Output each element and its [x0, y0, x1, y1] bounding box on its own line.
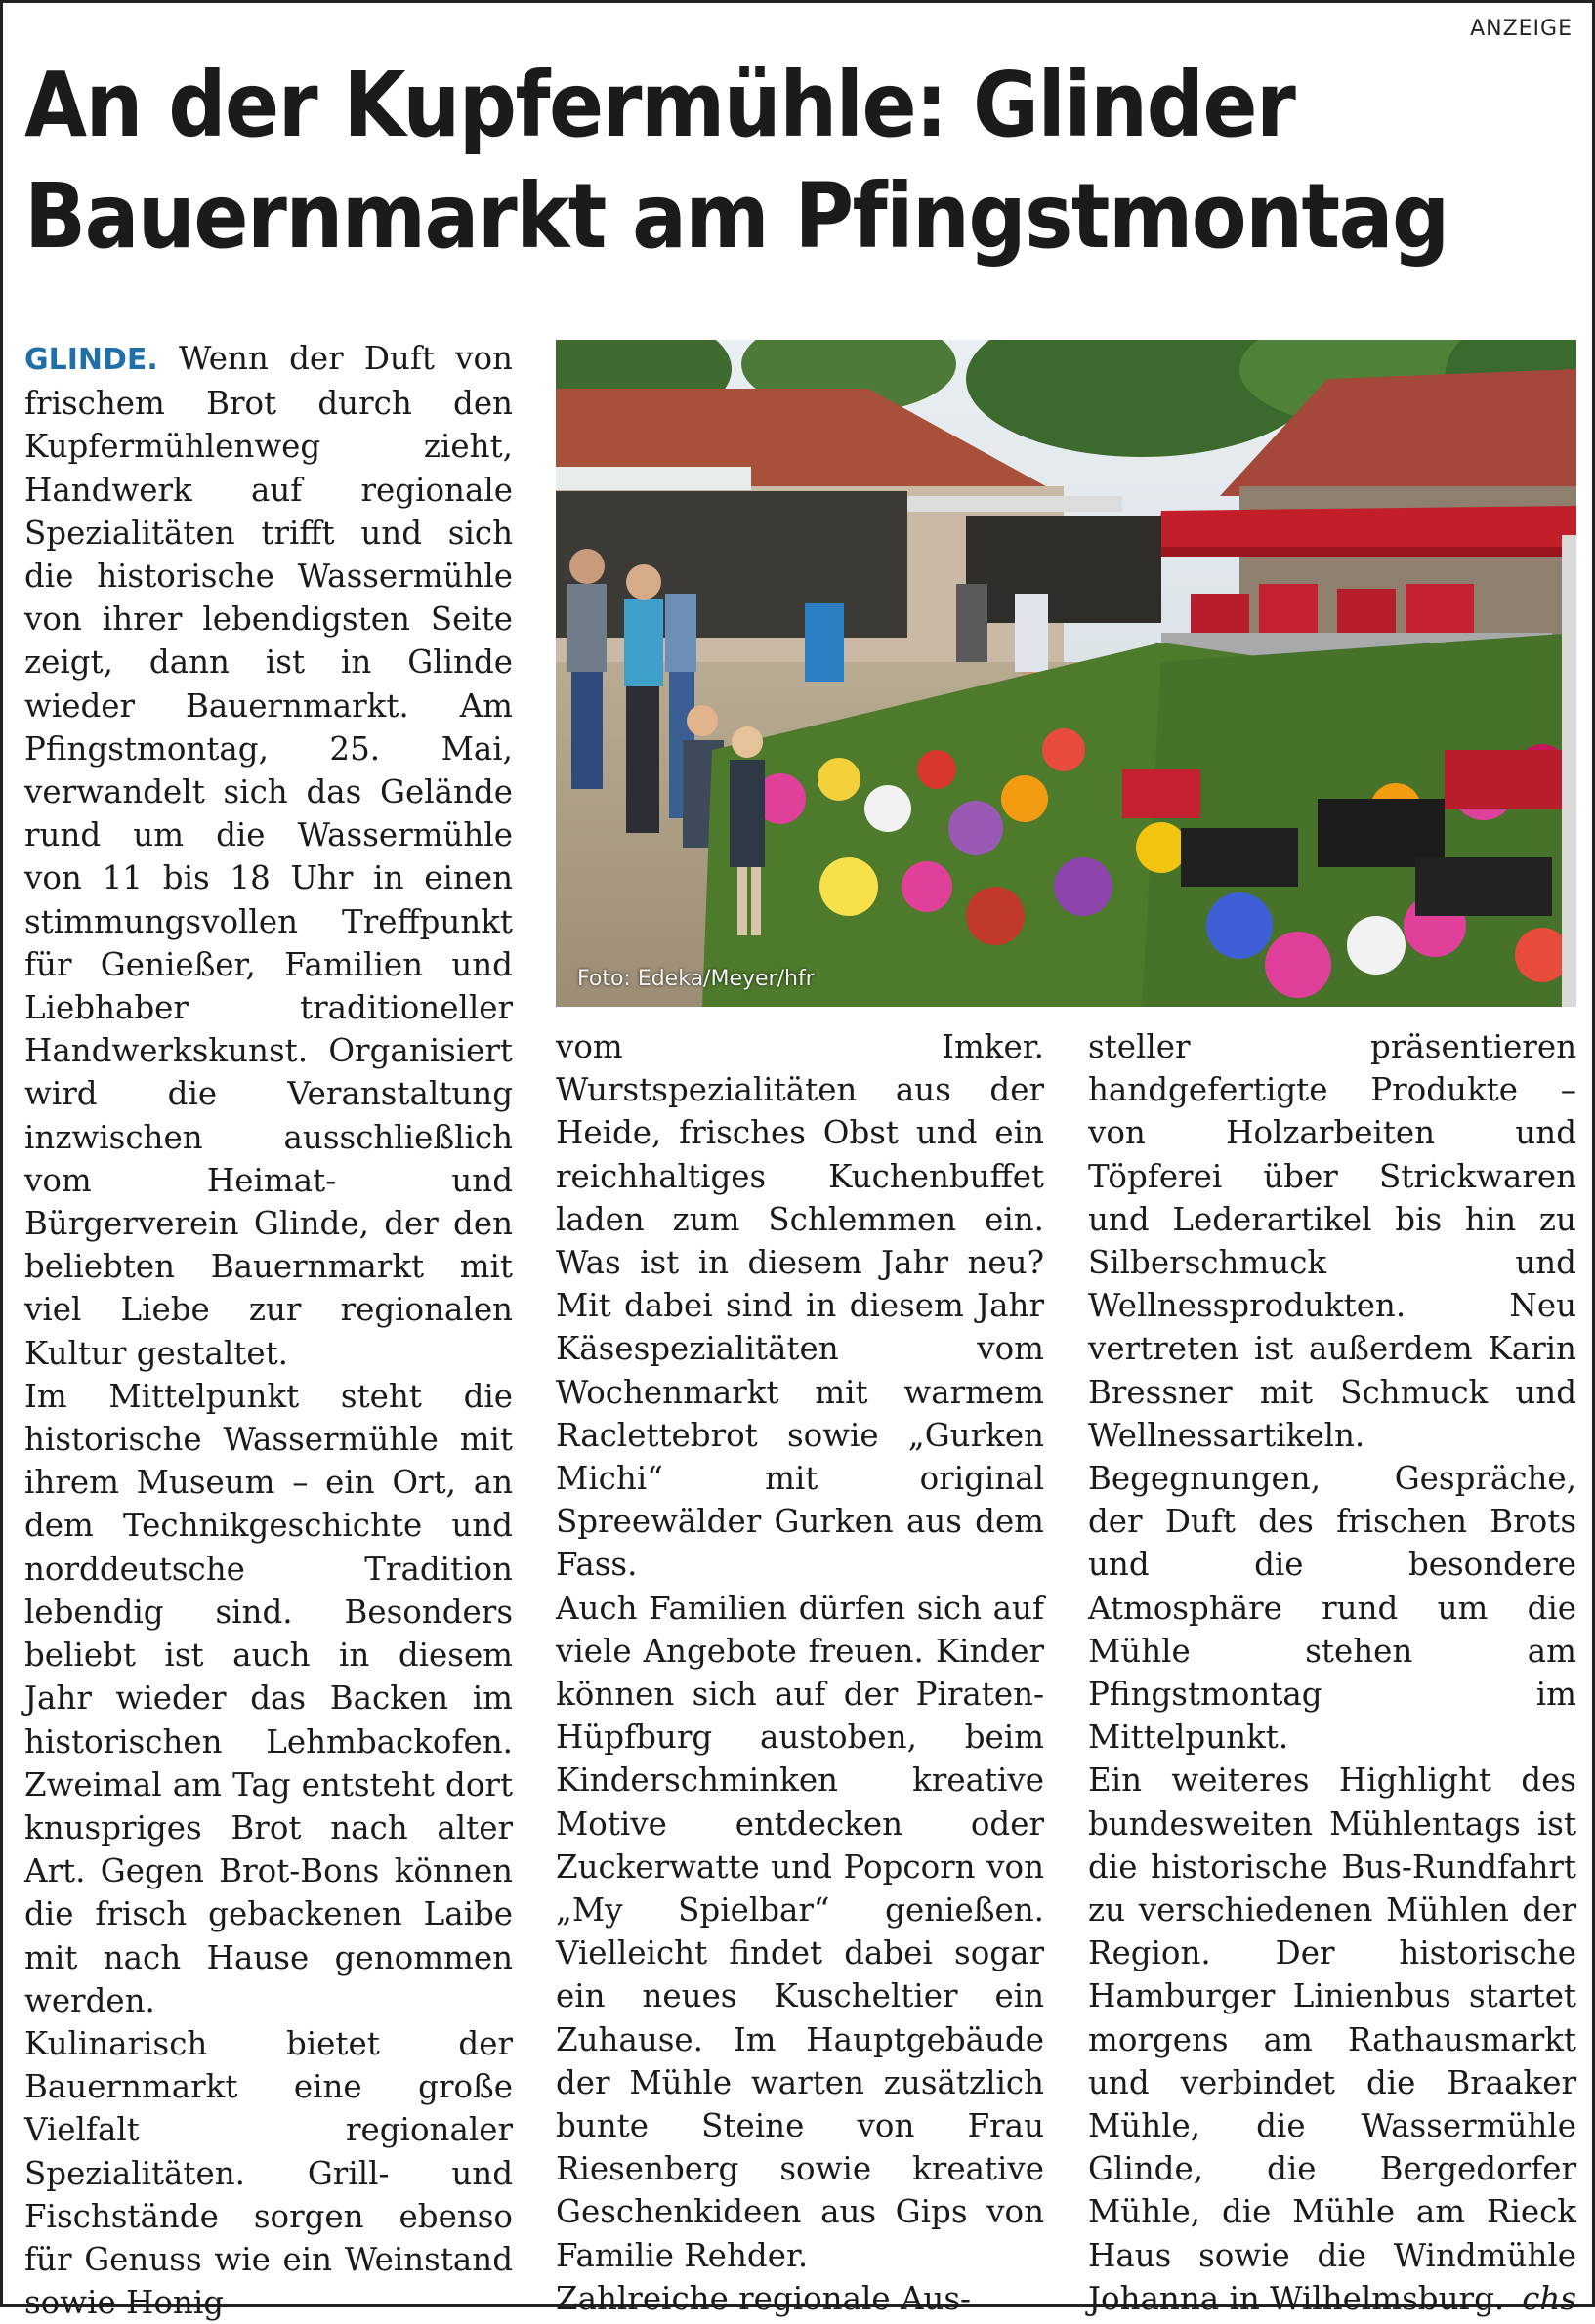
photo-credit: Foto: Edeka/Meyer/hfr [577, 967, 815, 991]
article-paragraph: Zahlreiche regionale Aus- [556, 2279, 972, 2317]
dateline: GLINDE. [24, 343, 158, 377]
paragraph-text: Ein weiteres Highlight des bundesweiten Mühlentags ist die historische Bus-Rundfahrt zu verschiedenen Mühlen der Region. Der historische Hamburger Linienbus startet morgens am Rathausmarkt und verbindet die Braaker Mühle, die Wassermühle Glinde, die Bergedorfer Mühle, die Mühle am Rieck Haus sowie die Windmühle Johanna in Wilhelmsburg. [1088, 1762, 1576, 2317]
article-column-1 [24, 337, 513, 2324]
article-paragraph [1088, 1759, 1576, 2320]
article-paragraph: Auch Familien dürfen sich auf viele Angebote freuen. Kinder können sich auf der Piraten-Hüpfburg austoben, beim Kinderschminken kreative Motive entdecken oder Zuckerwatte und Popcorn von „My Spielbar“ genießen. Vielleicht findet dabei sogar ein neues Kuscheltier ein Zuhause. Im Hauptgebäude der Mühle warten zusätzlich bunte Steine von Frau Riesenberg sowie kreative Geschenkideen aus Gips von Familie Rehder. [556, 1589, 1044, 2274]
market-photo-illustration [556, 340, 1576, 1007]
article-paragraph: Im Mittelpunkt steht die historische Wassermühle mit ihrem Museum – ein Ort, an dem Technikgeschichte und norddeutsche Tradition lebendig sind. Besonders beliebt ist auch in diesem Jahr wieder das Backen im historischen Lehmbackofen. Zweimal am Tag entsteht dort knuspriges Brot nach alter Art. Gegen Brot-Bons können die frisch gebackenen Laibe mit nach Hause genommen werden. [24, 1377, 513, 2019]
article-paragraph: steller präsentieren handgefertigte Produkte – von Holzarbeiten und Töpferei über Strickwaren und Lederartikel bis hin zu Silberschmuck und Wellnessprodukten. Neu vertreten ist außerdem Karin Bressner mit Schmuck und Wellnessartikeln. Begegnungen, Gespräche, der Duft des frischen Brots und die besondere Atmosphäre rund um die Mühle stehen am Pfingstmontag im Mittelpunkt. [1088, 1028, 1576, 1757]
market-photo [556, 340, 1576, 1007]
article-column-2 [556, 1025, 1044, 2320]
headline: An der Kupfermühle: Glinder Bauernmarkt am Pfingstmontag [24, 53, 1448, 269]
author-signature: chs [1522, 2279, 1576, 2317]
ad-label: ANZEIGE [1470, 17, 1573, 41]
article-paragraph: vom Imker. Wurstspezialitäten aus der Heide, frisches Obst und ein reichhaltiges Kuchenbuffet laden zum Schlemmen ein. Was ist in diesem Jahr neu?Mit dabei sind in diesem Jahr Käsespezialitäten vom Wochenmarkt mit warmem Raclettebrot sowie „Gurken Michi“ mit original Spreewälder Gurken aus dem Fass. [556, 1028, 1044, 1584]
paragraph-text: Wenn der Duft von frischem Brot durch den Kupfermühlenweg zieht, Handwerk auf regionale Spezialitäten trifft und sich die historische Wassermühle von ihrer lebendigsten Seite zeigt, dann ist in Glinde wieder Bauernmarkt. Am Pfingstmontag, 25. Mai, verwandelt sich das Gelände rund um die Wassermühle von 11 bis 18 Uhr in einen stimmungsvollen Treffpunkt für Genießer, Familien und Liebhaber traditioneller Handwerkskunst. Organisiert wird die Veranstaltung inzwischen ausschließlich vom Heimat- und Bürgerverein Glinde, der den beliebten Bauernmarkt mit viel Liebe zur regionalen Kultur gestaltet. [24, 340, 513, 1372]
article-paragraph: Kulinarisch bietet der Bauernmarkt eine große Vielfalt regionaler Spezialitäten. Grill- und Fischstände sorgen ebenso für Genuss wie ein Weinstand sowie Honig [24, 2024, 513, 2322]
article-column-3 [1088, 1025, 1576, 2320]
article-paragraph [24, 337, 513, 1375]
